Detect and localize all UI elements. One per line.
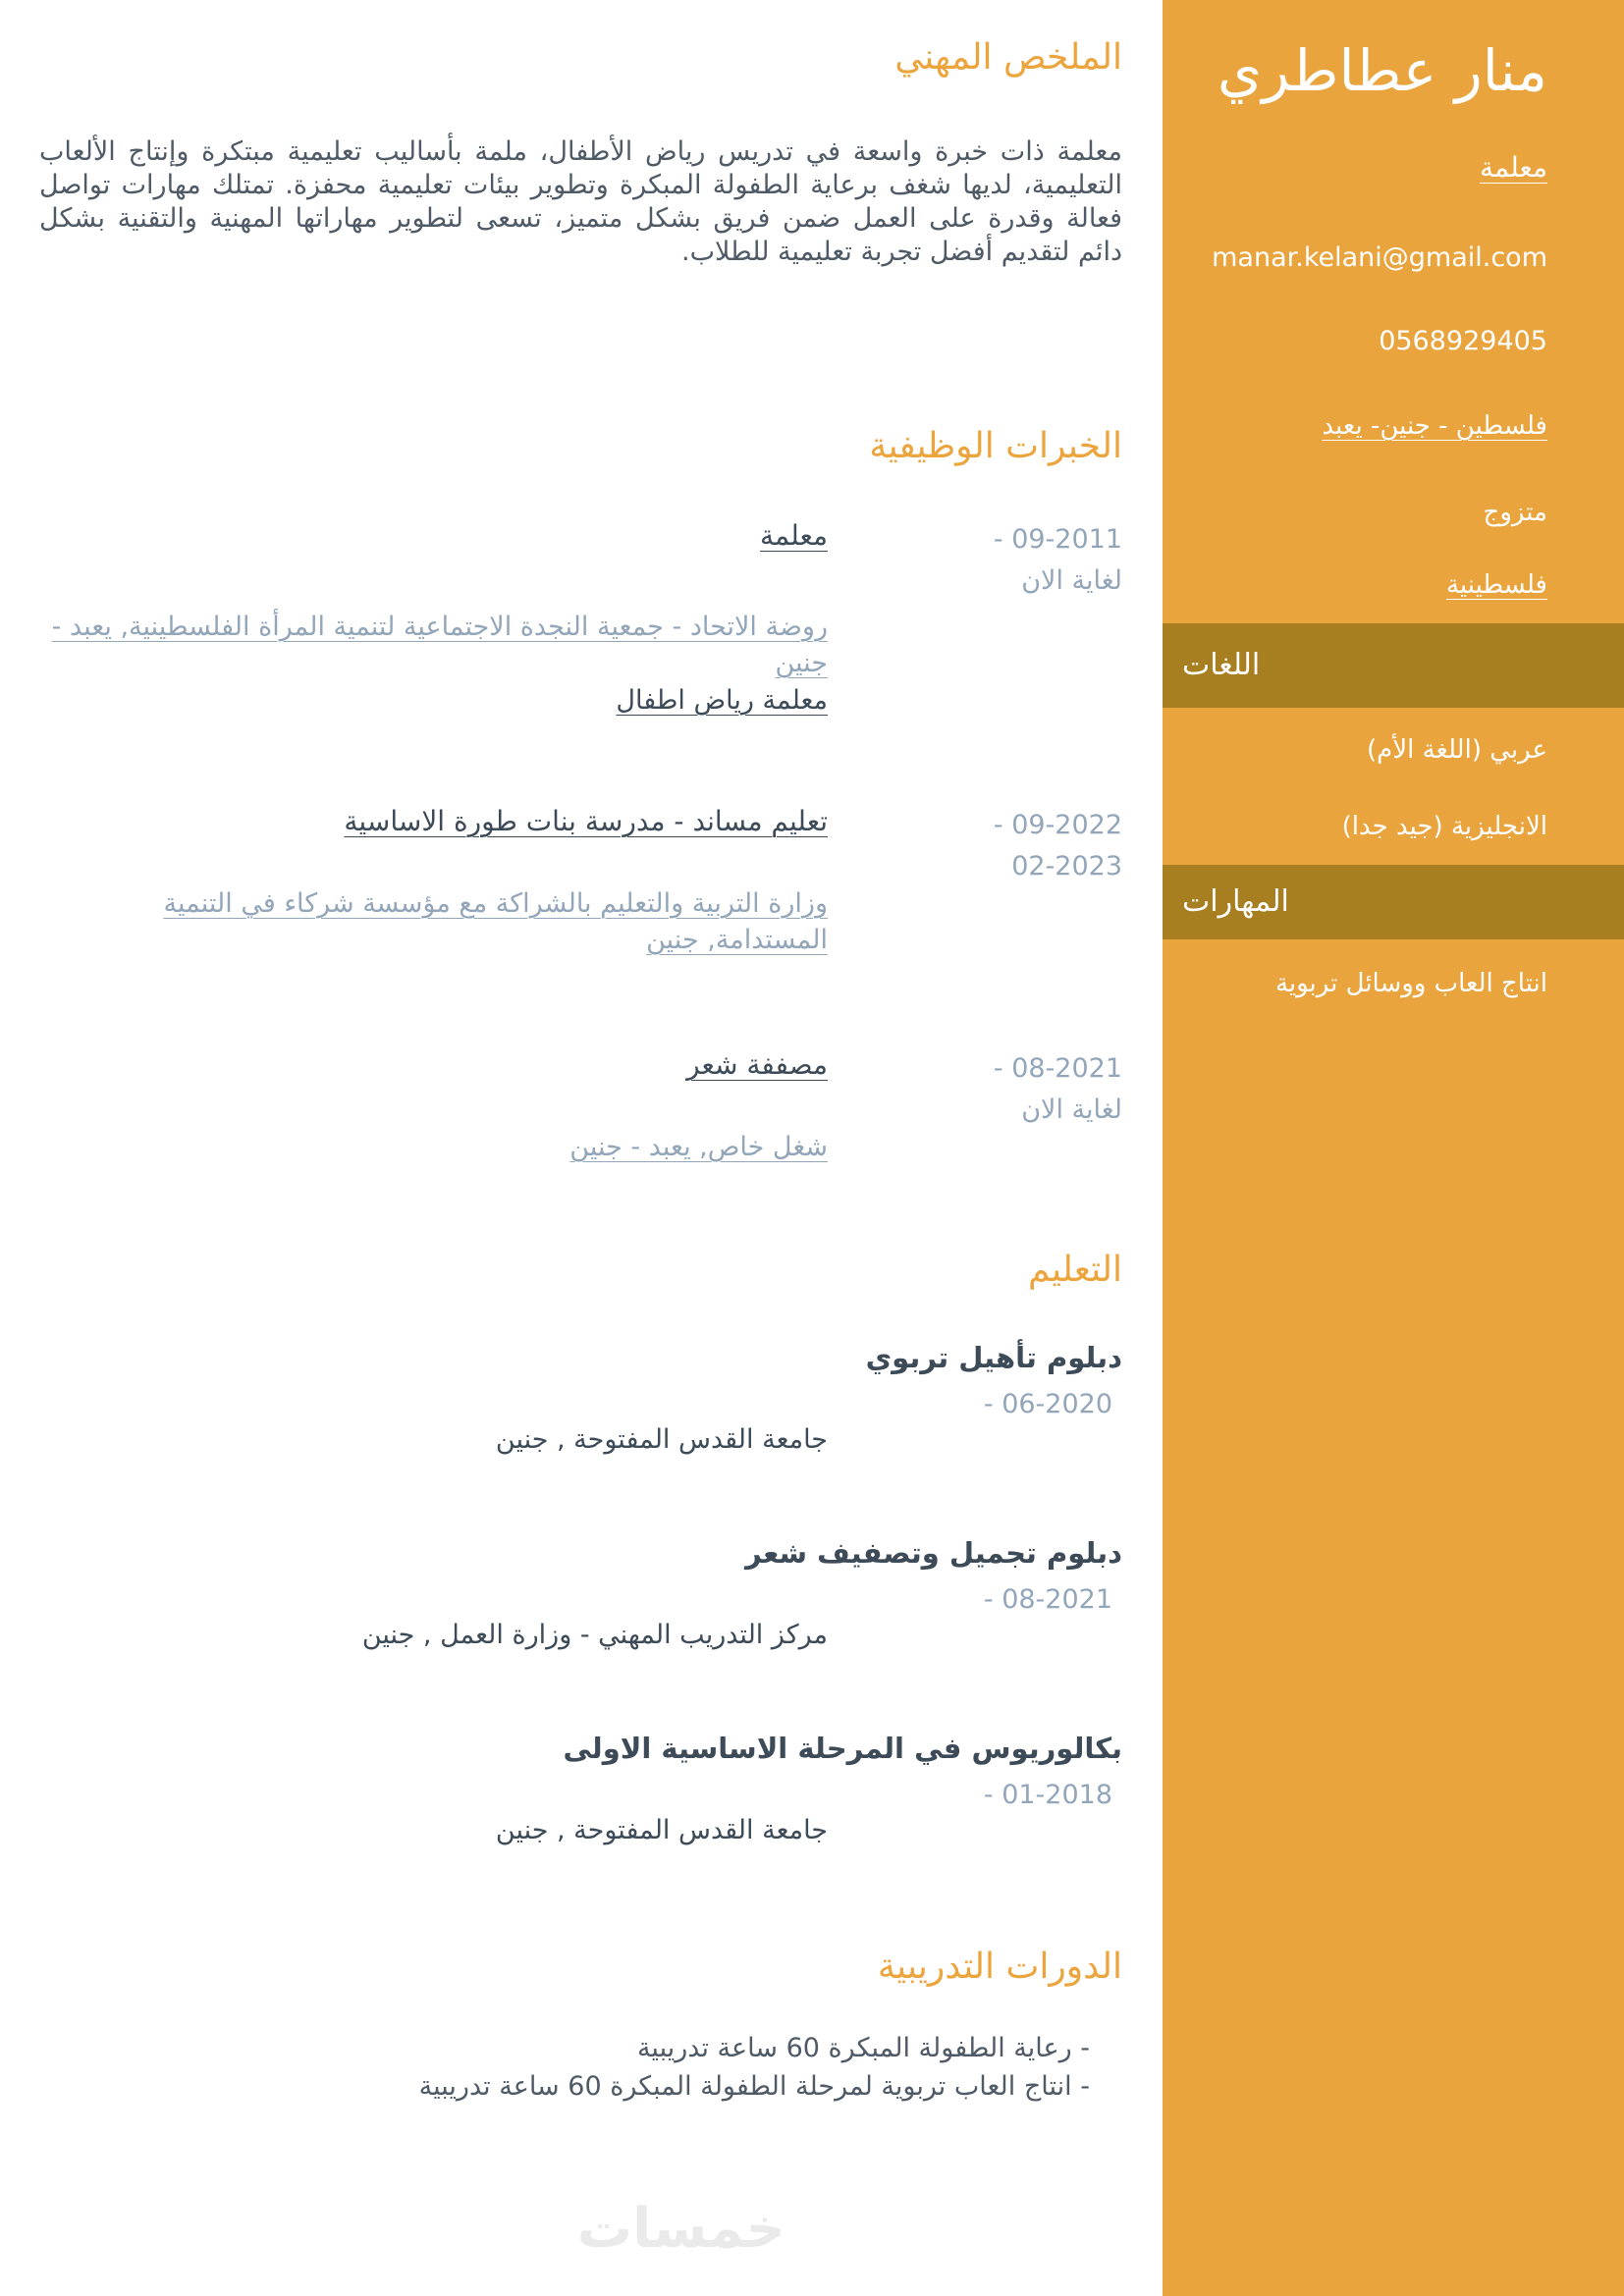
languages-section-header bbox=[1163, 623, 1624, 708]
skills-section-header bbox=[1163, 865, 1624, 939]
course-item-1: - رعاية الطفولة المبكرة 60 ساعة تدريبية bbox=[636, 2033, 1090, 2064]
languages-header-label: اللغات bbox=[1182, 648, 1261, 683]
experience-entry-1 bbox=[39, 519, 1122, 718]
education-1-institution: جامعة القدس المفتوحة , جنين bbox=[495, 1424, 828, 1456]
education-3-institution: جامعة القدس المفتوحة , جنين bbox=[495, 1815, 828, 1846]
skill-item-1: انتاج العاب ووسائل تربوية bbox=[1274, 968, 1547, 998]
education-1-date: 06-2020 - bbox=[983, 1389, 1112, 1420]
summary-section-title: الملخص المهني bbox=[894, 37, 1122, 78]
experience-2-employer: وزارة التربية والتعليم بالشراكة مع مؤسسة شركاء في التنمية المستدامة, جنين bbox=[163, 887, 828, 955]
education-entry-2 bbox=[39, 1534, 1122, 1652]
education-1-degree: دبلوم تأهيل تربوي bbox=[865, 1341, 1122, 1375]
experience-entry-2 bbox=[39, 805, 1122, 958]
experience-3-job-title: مصففة شعر bbox=[686, 1047, 828, 1081]
experience-1-date-to: لغاية الان bbox=[1021, 564, 1122, 596]
course-item-2: - انتاج العاب تربوية لمرحلة الطفولة المبكرة 60 ساعة تدريبية bbox=[418, 2071, 1090, 2103]
marital-status-value: متزوج bbox=[1483, 497, 1547, 527]
language-item-1: عربي (اللغة الأم) bbox=[1367, 734, 1547, 765]
courses-section-title: الدورات التدريبية bbox=[877, 1947, 1122, 1988]
experience-3-employer: شغل خاص, يعبد - جنين bbox=[569, 1131, 828, 1162]
experience-2-job-title: تعليم مساند - مدرسة بنات طورة الاساسية bbox=[344, 804, 828, 837]
experience-1-note: معلمة رياض اطفال bbox=[616, 684, 828, 716]
location-value: فلسطين - جنين- يعبد bbox=[1322, 410, 1547, 441]
experience-section-title: الخبرات الوظيفية bbox=[869, 425, 1122, 466]
experience-3-dates bbox=[994, 1048, 1122, 1131]
education-section-title: التعليم bbox=[1028, 1249, 1122, 1290]
education-2-degree: دبلوم تجميل وتصفيف شعر bbox=[745, 1536, 1122, 1571]
courses-list bbox=[39, 2029, 1090, 2106]
experience-1-date-from: 09-2011 - bbox=[993, 523, 1122, 555]
experience-2-dates bbox=[994, 805, 1122, 887]
skills-header-label: المهارات bbox=[1182, 884, 1289, 920]
education-3-degree: بكالوريوس في المرحلة الاساسية الاولى bbox=[563, 1732, 1122, 1766]
education-2-institution: مركز التدريب المهني - وزارة العمل , جنين bbox=[361, 1620, 828, 1651]
summary-text: معلمة ذات خبرة واسعة في تدريس رياض الأطفال، ملمة بأساليب تعليمية مبتكرة وإنتاج الألعاب التعليمية، لديها شغف برعاية الطفولة المبكرة وتطوير بيئات تعليمية محفزة. تمتلك مهارات تواصل فعالة وقدرة على العمل ضمن فريق بشكل متميز، تسعى لتطوير مهاراتها المهنية والتقنية بشكل دائم لتقديم أفضل تجربة تعليمية للطلاب. bbox=[39, 135, 1122, 267]
experience-3-date-to: لغاية الان bbox=[1021, 1094, 1122, 1125]
education-entry-3 bbox=[39, 1730, 1122, 1847]
khamsat-watermark-logo: خمسات bbox=[576, 2197, 785, 2261]
experience-3-date-from: 08-2021 - bbox=[993, 1052, 1122, 1084]
person-job-title: معلمة bbox=[1480, 150, 1547, 184]
experience-1-employer: روضة الاتحاد - جمعية النجدة الاجتماعية لتنمية المرأة الفلسطينية, يعبد - جنين bbox=[51, 611, 828, 678]
experience-1-dates bbox=[994, 519, 1122, 602]
experience-2-date-to: 02-2023 bbox=[1011, 850, 1122, 881]
education-3-date: 01-2018 - bbox=[983, 1780, 1112, 1811]
experience-2-date-from: 09-2022 - bbox=[993, 809, 1122, 840]
nationality-value: فلسطينية bbox=[1445, 569, 1547, 600]
education-2-date: 08-2021 - bbox=[983, 1584, 1112, 1616]
email-value: manar.kelani@gmail.com bbox=[1212, 241, 1547, 273]
experience-entry-3 bbox=[39, 1048, 1122, 1165]
sidebar bbox=[1163, 0, 1624, 2296]
education-entry-1 bbox=[39, 1339, 1122, 1457]
language-item-2: الانجليزية (جيد جدا) bbox=[1341, 811, 1547, 841]
phone-value: 0568929405 bbox=[1379, 325, 1547, 356]
person-name: منار عطاطري bbox=[1217, 37, 1547, 104]
experience-1-job-title: معلمة bbox=[760, 518, 828, 552]
